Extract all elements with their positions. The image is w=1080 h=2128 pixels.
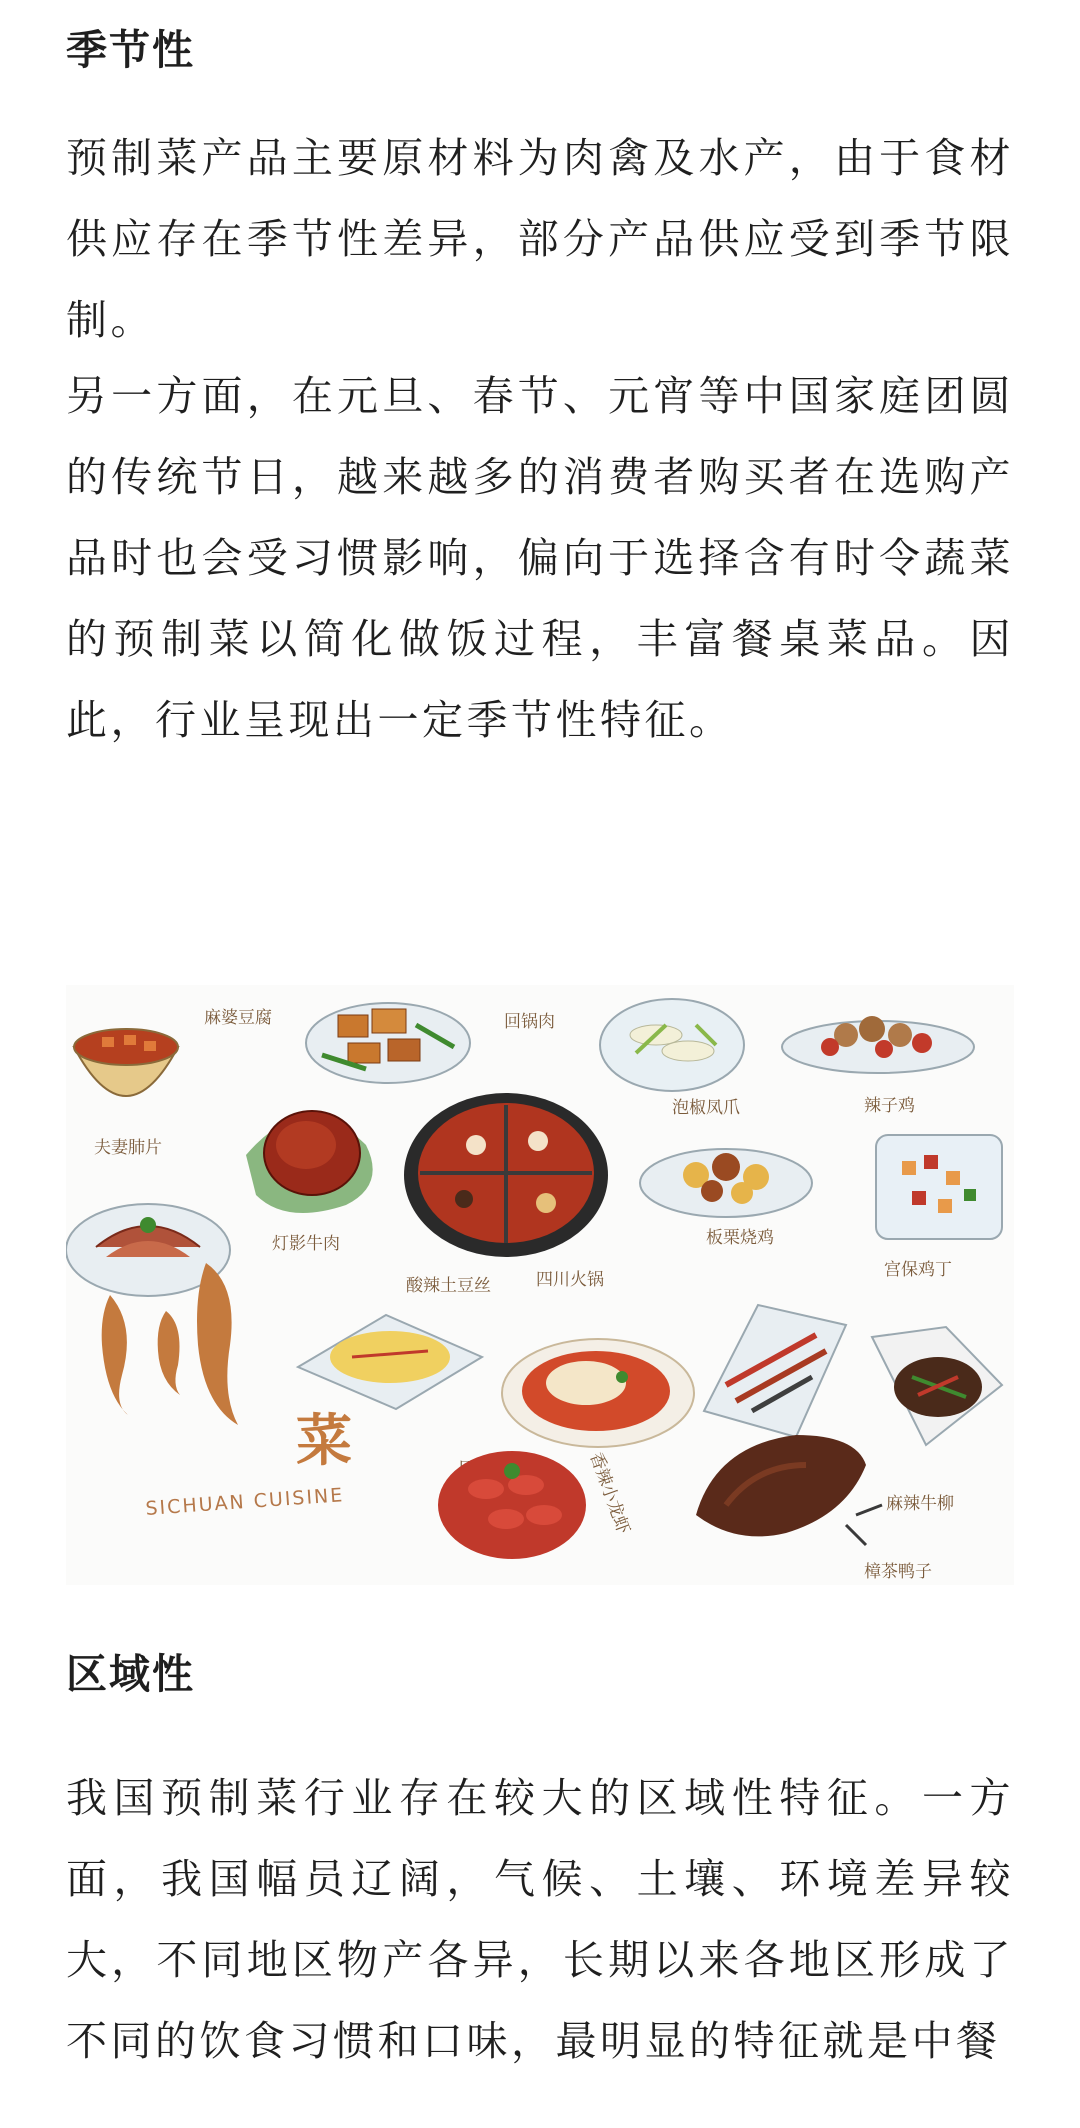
dish-label-xiangla: 香辣小龙虾: [585, 1449, 634, 1537]
dish-label-dengying: 灯影牛肉: [272, 1234, 340, 1254]
section-heading-seasonal: 季节性: [66, 26, 195, 74]
paragraph-seasonal-supply: 预制菜产品主要原材料为肉禽及水产，由于食材供应存在季节性差异，部分产品供应受到季节限制。: [66, 134, 1014, 344]
dish-label-paojiao: 泡椒凤爪: [672, 1098, 740, 1118]
paragraph-seasonal-holidays: 另一方面，在元旦、春节、元宵等中国家庭团圆的传统节日，越来越多的消费者购买者在选购产品时也会受习惯影响，偏向于选择含有时令蔬菜的预制菜以简化做饭过程，丰富餐桌菜品。因此，行业呈现出一定季节性特征。: [66, 372, 1014, 744]
dish-label-fuqi: 夫妻肺片: [94, 1138, 162, 1158]
banli-shaoji-dish: [640, 1149, 812, 1217]
yuxiang-rousi-dish: [704, 1305, 846, 1437]
dish-label-tudousi: 酸辣土豆丝: [406, 1276, 491, 1296]
sichuan-hotpot-dish: [404, 1093, 608, 1257]
dengying-niurou-dish: [246, 1111, 373, 1213]
dish-label-mala: 麻辣牛柳: [886, 1494, 954, 1514]
xiangla-xiaolongxia-dish: [438, 1451, 586, 1559]
brand-chinese-character: 菜: [296, 1408, 352, 1474]
dish-label-mapo: 麻婆豆腐: [204, 1008, 272, 1028]
paojiao-fengzhao-dish: [600, 999, 744, 1091]
huiguo-rou-dish: [306, 1003, 470, 1083]
section-heading-regional: 区域性: [66, 1650, 195, 1698]
dish-label-hotpot: 四川火锅: [536, 1270, 604, 1290]
lazi-ji-dish: [782, 1016, 974, 1073]
gongbao-jiding-dish: [876, 1135, 1002, 1239]
paragraph-regional: 我国预制菜行业存在较大的区域性特征。一方面，我国幅员辽阔，气候、土壤、环境差异较大，不同地区物产各异，长期以来各地区形成了不同的饮食习惯和口味，最明显的特征就是中餐: [66, 1774, 1014, 2065]
koushui-ji-dish: [502, 1339, 694, 1447]
brand-english-title: SICHUAN CUISINE: [144, 1484, 345, 1520]
zhangcha-yazi-dish: [696, 1435, 882, 1545]
dish-label-zhangcha: 樟茶鸭子: [864, 1562, 932, 1582]
mala-niuliu-dish: [872, 1327, 1002, 1445]
mapo-tofu-dish: [74, 1029, 178, 1096]
sichuan-cuisine-illustration: [66, 985, 1014, 1585]
dish-label-lazi: 辣子鸡: [864, 1096, 915, 1116]
dish-label-huiguo: 回锅肉: [504, 1012, 555, 1032]
dish-label-banli: 板栗烧鸡: [706, 1228, 774, 1248]
suanla-tudousi-dish: [298, 1315, 482, 1409]
dish-label-gongbao: 宫保鸡丁: [884, 1260, 952, 1280]
